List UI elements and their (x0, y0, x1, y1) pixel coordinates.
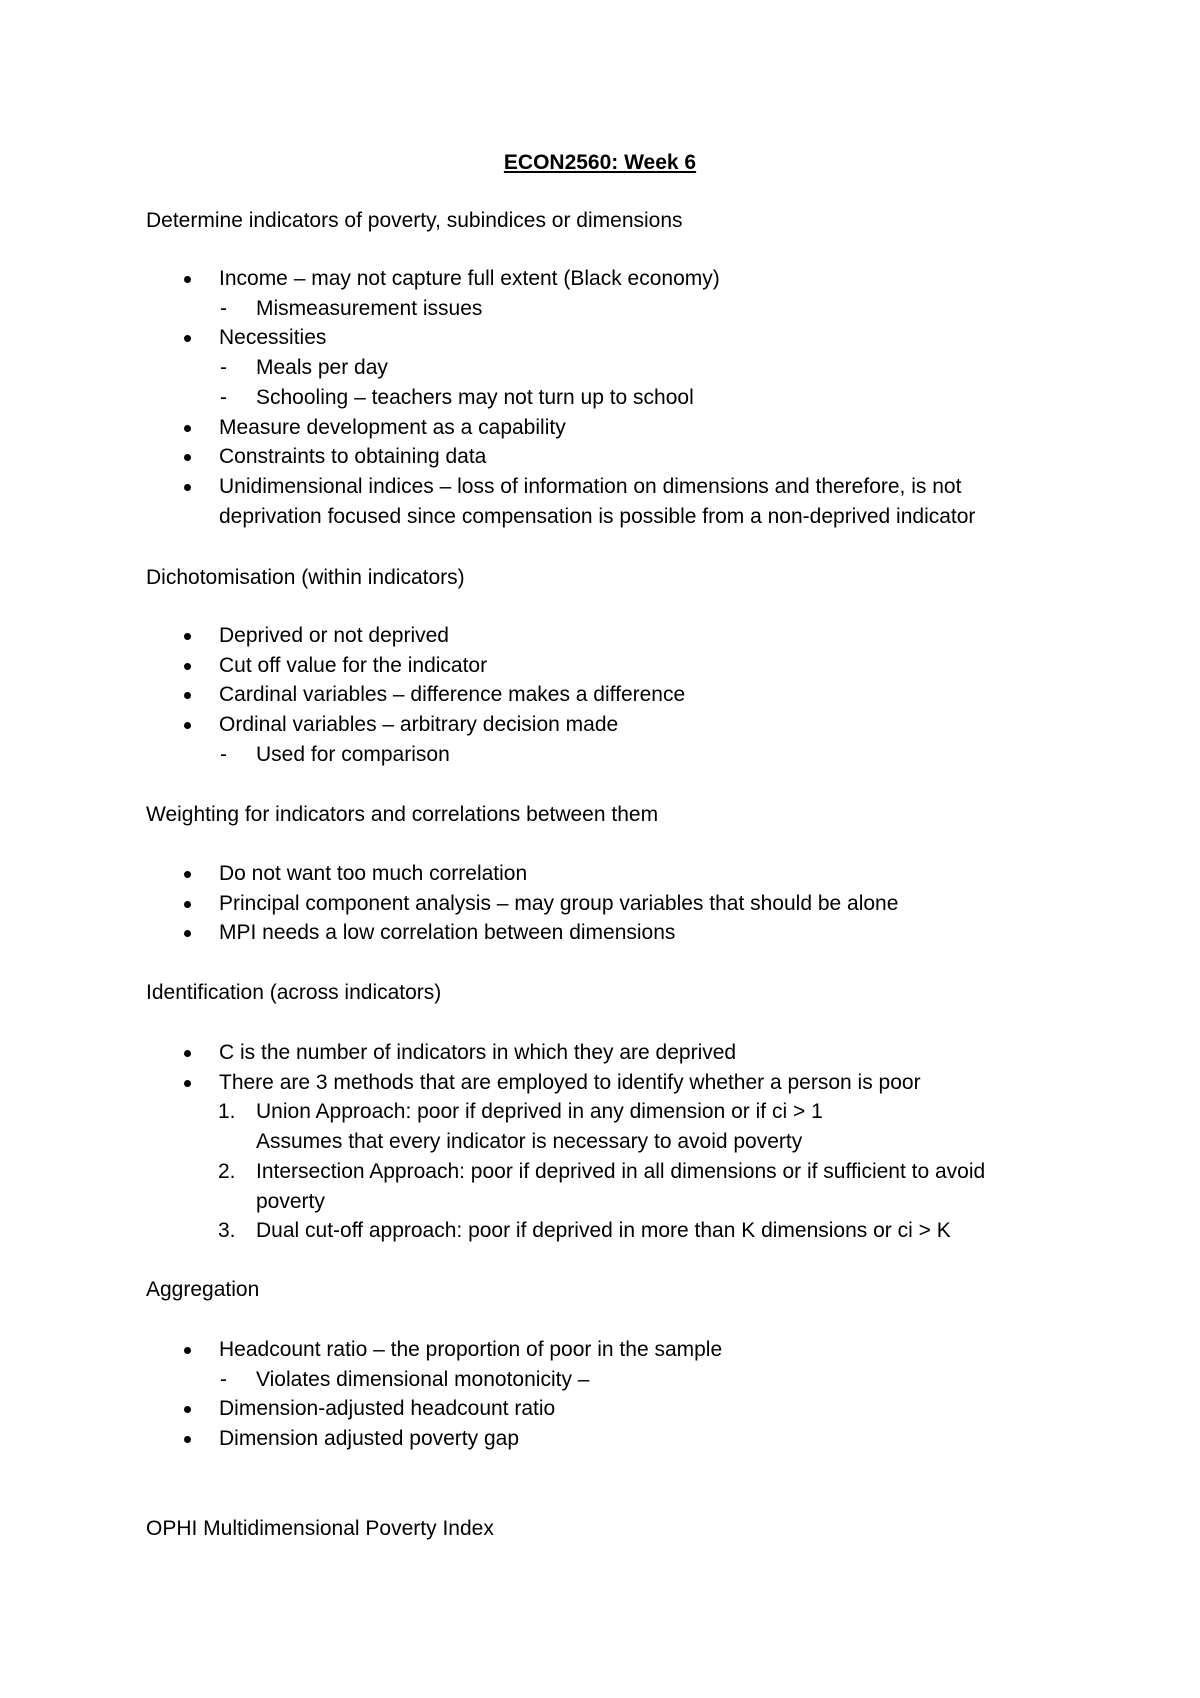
list-item (146, 1038, 1066, 1068)
item-number: 1. (218, 1100, 236, 1124)
item-text: Cut off value for the indicator (219, 653, 488, 677)
section-heading: Dichotomisation (within indicators) (146, 566, 465, 589)
list-item (146, 323, 1066, 353)
item-text: C is the number of indicators in which they are deprived (219, 1041, 737, 1064)
list-item (146, 1394, 1066, 1424)
sub-item-text: Schooling – teachers may not turn up to school (256, 385, 694, 409)
list-item (146, 1335, 1066, 1365)
item-text: There are 3 methods that are employed to identify whether a person is poor (219, 1070, 921, 1094)
list-item (146, 264, 1066, 294)
list-item (146, 859, 1066, 889)
item-text: Dimension adjusted poverty gap (219, 1427, 520, 1451)
sub-item-text: Mismeasurement issues (256, 296, 483, 320)
list-item (146, 472, 1066, 531)
bullet-icon (184, 335, 191, 342)
page-title: ECON2560: Week 6 (503, 151, 697, 174)
bullet-list (146, 859, 1066, 948)
sub-item-text: Meals per day (256, 356, 388, 380)
bullet-icon (184, 633, 191, 640)
item-text: Deprived or not deprived (219, 624, 449, 647)
method-text: Intersection Approach: poor if deprived in all dimensions or if sufficient to avoid (256, 1159, 986, 1183)
list-item (146, 918, 1066, 948)
bullet-icon (184, 901, 191, 908)
item-text: Constraints to obtaining data (219, 445, 487, 469)
list-item (146, 710, 1066, 740)
numbered-item (146, 1097, 1066, 1127)
bullet-icon (184, 1080, 191, 1087)
item-text: Principal component analysis – may group variables that should be alone (219, 891, 899, 915)
section-heading: Determine indicators of poverty, subindices or dimensions (146, 209, 683, 232)
list-item (146, 889, 1066, 919)
item-text: Cardinal variables – difference makes a difference (219, 683, 686, 707)
sub-item-text: Violates dimensional monotonicity – (256, 1367, 590, 1391)
list-item (146, 651, 1066, 681)
sub-item-text: Used for comparison (256, 742, 450, 766)
method-continuation: poverty (256, 1189, 325, 1213)
bullet-icon (184, 722, 191, 729)
item-text: Income – may not capture full extent (Black economy) (219, 267, 720, 290)
sub-item (146, 1365, 1066, 1395)
item-number: 2. (218, 1159, 236, 1183)
list-item (146, 1068, 1066, 1098)
list-item (146, 442, 1066, 472)
item-text: Dimension-adjusted headcount ratio (219, 1397, 556, 1421)
bullet-list (146, 1038, 1066, 1246)
item-text: Measure development as a capability (219, 415, 566, 439)
method-text: Union Approach: poor if deprived in any dimension or if ci > 1 (256, 1100, 823, 1124)
method-text: Dual cut-off approach: poor if deprived in more than K dimensions or ci > K (256, 1219, 951, 1243)
bullet-icon (184, 484, 191, 491)
item-text: Headcount ratio – the proportion of poor in the sample (219, 1338, 723, 1361)
bullet-icon (184, 663, 191, 670)
bullet-icon (184, 930, 191, 937)
bullet-list (146, 1335, 1066, 1454)
sub-item (146, 353, 1066, 383)
section-heading: Identification (across indicators) (146, 981, 442, 1004)
list-item (146, 621, 1066, 651)
item-number: 3. (218, 1219, 236, 1243)
list-item (146, 680, 1066, 710)
sub-item (146, 740, 1066, 770)
section-heading: Aggregation (146, 1278, 260, 1301)
footer-heading: OPHI Multidimensional Poverty Index (146, 1517, 494, 1540)
section-heading: Weighting for indicators and correlations between them (146, 803, 659, 826)
item-text: Ordinal variables – arbitrary decision made (219, 713, 619, 737)
numbered-item (146, 1157, 1066, 1187)
method-continuation: Assumes that every indicator is necessary to avoid poverty (256, 1130, 803, 1154)
dash-icon: - (220, 356, 227, 380)
item-text: Do not want too much correlation (219, 862, 528, 885)
bullet-icon (184, 1347, 191, 1354)
sub-item (146, 383, 1066, 413)
bullet-list (146, 621, 1066, 770)
bullet-list (146, 264, 1066, 531)
dash-icon: - (220, 385, 227, 409)
dash-icon: - (220, 1367, 227, 1391)
dash-icon: - (220, 742, 227, 766)
bullet-icon (184, 871, 191, 878)
bullet-icon (184, 425, 191, 432)
item-text: Unidimensional indices – loss of information on dimensions and therefore, is not deprivation focused since compensation is possible from a non-deprived indicator (219, 474, 976, 528)
bullet-icon (184, 1406, 191, 1413)
bullet-icon (184, 692, 191, 699)
bullet-icon (184, 1436, 191, 1443)
dash-icon: - (220, 296, 227, 320)
item-text: Necessities (219, 326, 327, 350)
numbered-item (146, 1216, 1066, 1246)
bullet-icon (184, 1050, 191, 1057)
list-item (146, 1424, 1066, 1454)
list-item (146, 413, 1066, 443)
bullet-icon (184, 276, 191, 283)
item-text: MPI needs a low correlation between dimensions (219, 921, 676, 945)
sub-item (146, 294, 1066, 324)
bullet-icon (184, 454, 191, 461)
